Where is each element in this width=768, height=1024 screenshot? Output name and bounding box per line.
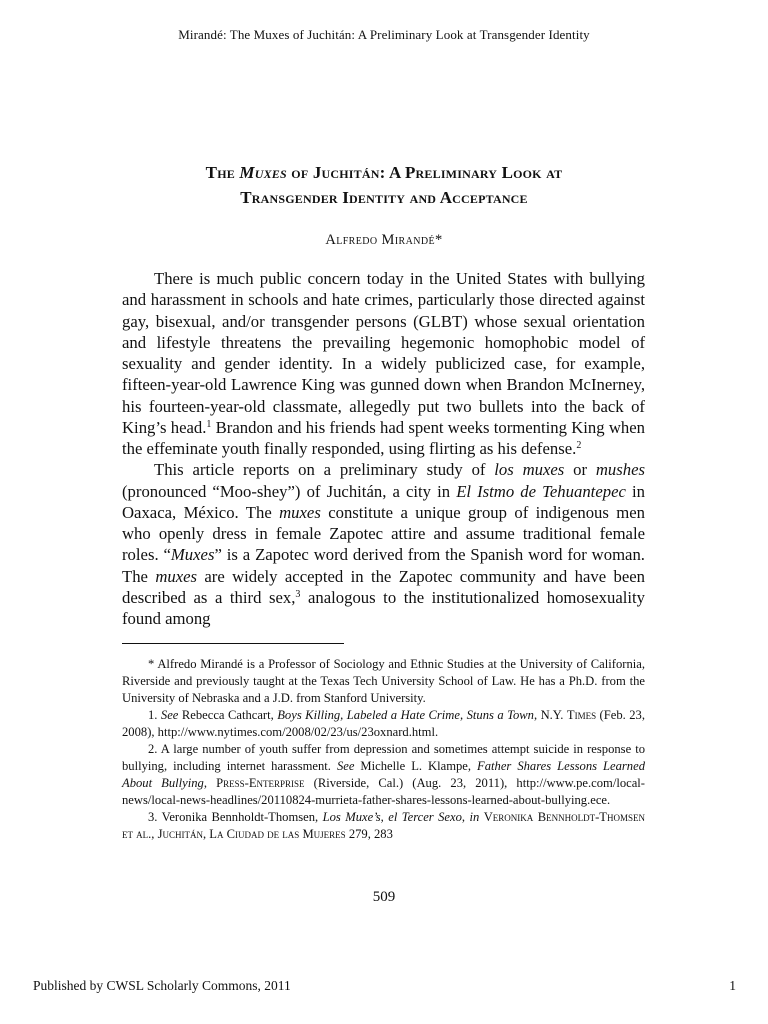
paragraph-2 (122, 459, 645, 629)
article-title (120, 160, 648, 210)
fn-number: 2. (148, 742, 161, 756)
fn-title: Los Muxe’s, el Tercer Sexo (322, 810, 462, 824)
fn-seg: , (203, 776, 217, 790)
p2-italic: muxes (155, 566, 198, 586)
paragraph-1-text-cont: Brandon and his friends had spent weeks tormenting King when the effeminate youth finally responded, using flirting as his defense. (122, 417, 645, 458)
footnote-divider (122, 643, 344, 644)
p2-seg: are widely accepted in the Zapotec community and have been described as a third sex, (122, 566, 645, 607)
p2-seg: (pronounced “Moo-shey”) of Juchitán, a city in (122, 481, 457, 501)
fn-number: 1. (148, 708, 161, 722)
author-byline: Alfredo Mirandé* (325, 232, 443, 248)
fn-seg: A large number of youth suffer from depression and sometimes attempt suicide in response to bullying, including internet harassment. (122, 742, 645, 773)
fn-publication: Veronika Bennholdt-Thomsen et al., Juchitán, La Ciudad de las Mujeres (122, 810, 645, 841)
fn-seg: 279, 283 (345, 827, 393, 841)
footnote-2 (122, 741, 645, 809)
p2-italic: El Istmo de Tehuantepec (456, 481, 626, 501)
article-body (122, 268, 645, 629)
fn-title: Boys Killing, Labeled a Hate Crime, Stuns a Town (277, 708, 534, 722)
p2-italic: Muxes (170, 545, 215, 565)
fn-seg: Rebecca Cathcart, (178, 708, 278, 722)
p2-italic: mushes (595, 460, 646, 480)
p2-seg: ” is a Zapotec word derived from the Spanish word for woman. The (122, 545, 645, 586)
paragraph-1-text: There is much public concern today in the United States with bullying and harassment in schools and hate crimes, particularly those directed against gay, bisexual, and/or transgender persons (GLBT) whose sexual orientation and lifestyle threatens the prevailing hegemonic homophobic model of sexuality and gender identity. In a widely publicized case, for example, fifteen-year-old Lawrence King was gunned down when Brandon McInerney, his fourteen-year-old classmate, allegedly put two bullets into the back of King’s head. (122, 269, 645, 437)
p2-seg: analogous to the institutionalized homosexuality found among (122, 587, 645, 628)
sheet-number: 1 (729, 978, 736, 993)
title-italic-word: Muxes (239, 163, 287, 182)
title-line1-rest: of Juchitán: A Preliminary Look at (286, 163, 563, 182)
fn-seg: (Feb. 23, 2008), http://www.nytimes.com/2008/02/23/us/23oxnard.html. (122, 708, 645, 739)
paragraph-1 (122, 268, 645, 459)
footnote-ref-1: 1 (206, 418, 212, 430)
title-line2: Transgender Identity and Acceptance (240, 188, 528, 207)
fn-publication: Press-Enterprise (216, 776, 305, 790)
fn-seg: (Riverside, Cal.) (Aug. 23, 2011), http://www.pe.com/local-news/local-news-headlines/20110824-murrieta-father-shares-lessons-learned-about-bullying.ece. (122, 776, 645, 807)
fn-publication: Times (566, 708, 597, 722)
p2-italic: muxes (279, 502, 321, 522)
fn-signal: See (336, 759, 355, 773)
fn-seg: , N.Y. (533, 708, 567, 722)
fn-seg: Veronika Bennholdt-Thomsen, (161, 810, 323, 824)
fn-number: 3. (148, 810, 162, 824)
p2-seg: in Oaxaca, México. The (122, 481, 645, 522)
footnote-ref-3: 3 (295, 588, 301, 600)
footnote-star: * Alfredo Mirandé is a Professor of Sociology and Ethnic Studies at the University of California, Riverside and previously taught at the Texas Tech University School of Law. He has a Ph.D. from the University of Nebraska and a J.D. from Stanford University. (122, 657, 645, 705)
p2-italic: los muxes (494, 460, 565, 480)
running-header: Mirandé: The Muxes of Juchitán: A Preliminary Look at Transgender Identity (178, 27, 590, 42)
footnote-ref-2: 2 (576, 440, 582, 451)
footnote-1 (122, 707, 645, 741)
fn-seg: , (461, 810, 470, 824)
page-number: 509 (372, 889, 396, 905)
fn-title: Father Shares Lessons Learned About Bullying (122, 759, 645, 790)
footnote-3 (122, 809, 645, 843)
p2-seg: or (564, 460, 596, 480)
fn-signal: See (160, 708, 179, 722)
title-prefix: The (205, 163, 240, 182)
footnotes (122, 656, 645, 843)
fn-signal: in (469, 810, 480, 824)
publisher-footer: Published by CWSL Scholarly Commons, 2011 (33, 978, 291, 993)
p2-seg: This article reports on a preliminary study of (154, 460, 495, 480)
p2-seg: constitute a unique group of indigenous men who openly dress in female Zapotec attire and assume traditional female roles. “ (122, 502, 645, 565)
fn-seg: Michelle L. Klampe, (354, 759, 478, 773)
